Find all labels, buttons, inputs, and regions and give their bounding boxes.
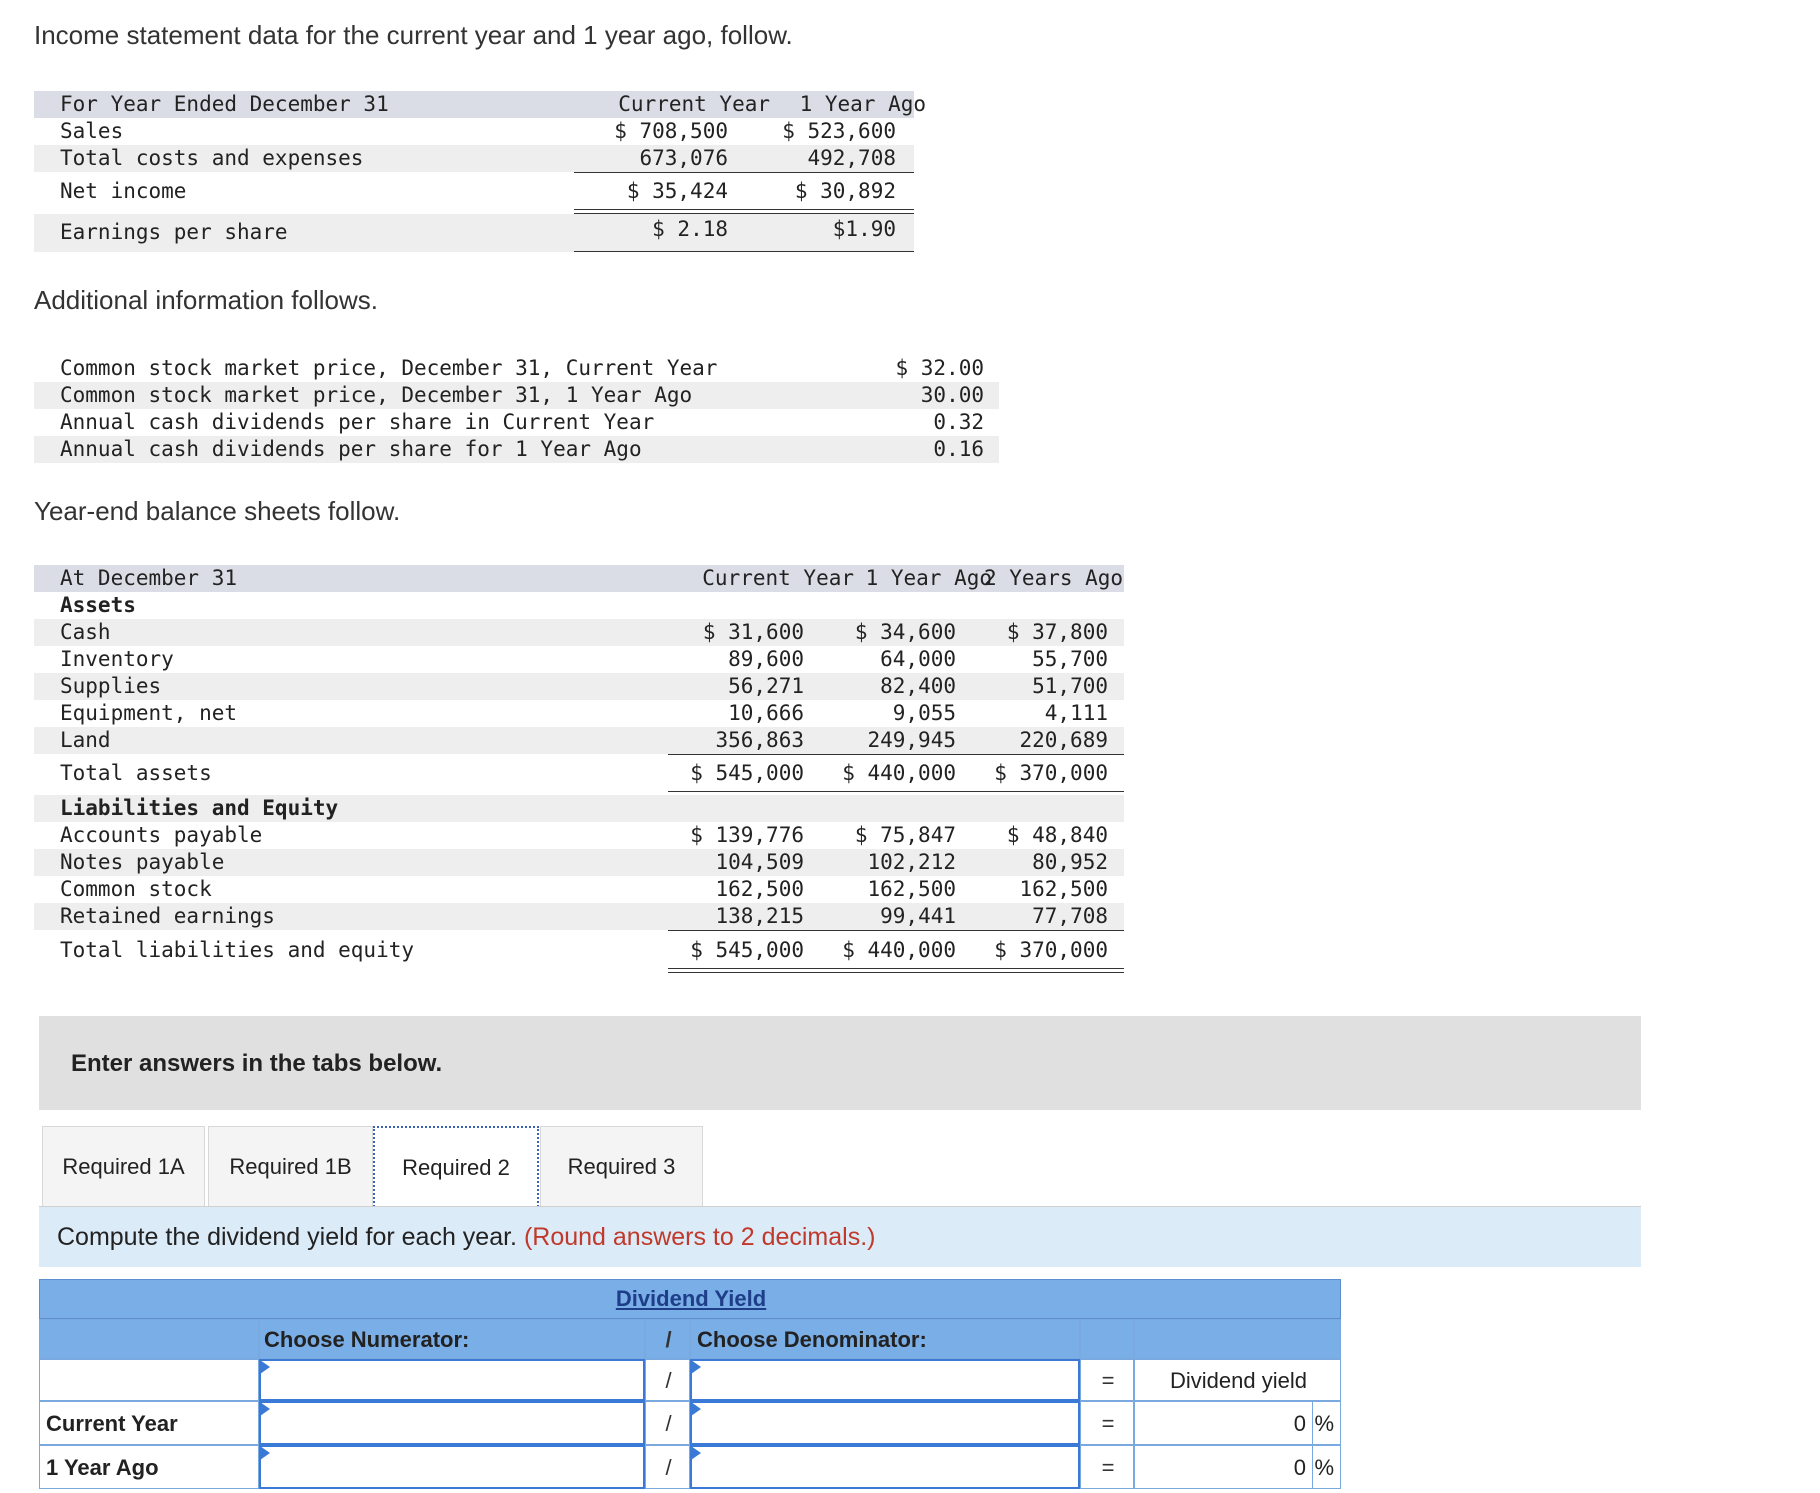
additional-row-label: Common stock market price, December 31, 1 Year Ago [60, 383, 693, 407]
slash-cell [645, 1401, 690, 1445]
balance-row [34, 646, 1124, 673]
balance-cell: 77,708 [1032, 904, 1108, 928]
balance-cell: 102,212 [867, 850, 956, 874]
balance-header-label: At December 31 [60, 566, 238, 590]
equals-cell [1080, 1445, 1134, 1489]
balance-row [34, 822, 1124, 849]
balance-cell: 10,666 [728, 701, 804, 725]
balance-row-label: Accounts payable [60, 823, 263, 847]
income-row-current-year: 673,076 [639, 146, 728, 170]
income-intro-text: Income statement data for the current year and 1 year ago, follow. [34, 20, 793, 50]
dividend-yield-title: Dividend Yield [615, 1286, 767, 1311]
grid-header-result-blank [1134, 1319, 1341, 1359]
balance-cell: 162,500 [1019, 877, 1108, 901]
balance-cell: 162,500 [715, 877, 804, 901]
balance-row-label: Retained earnings [60, 904, 275, 928]
numerator-label: Choose Numerator: [264, 1327, 470, 1352]
grid-header-equals-blank [1080, 1319, 1134, 1359]
balance-cell: 220,689 [1019, 728, 1108, 752]
income-row [34, 214, 914, 252]
balance-row-label: Equipment, net [60, 701, 238, 725]
balance-cell: $ 440,000 [842, 938, 956, 962]
slash-symbol: / [665, 1368, 672, 1393]
income-row-label: Total costs and expenses [60, 146, 364, 170]
additional-row-value: 0.32 [933, 410, 984, 434]
income-row-1-year-ago: $1.90 [832, 217, 896, 241]
liabilities-heading-row [34, 795, 1124, 822]
result-value-current-year: 0 [1293, 1411, 1306, 1436]
income-header-row [34, 91, 926, 118]
income-row [34, 145, 914, 172]
slash-symbol: / [665, 1327, 672, 1352]
row-label-cell [39, 1359, 259, 1401]
income-row-current-year: $ 2.18 [652, 217, 728, 241]
tab-required-1b[interactable] [208, 1126, 373, 1208]
income-row-1-year-ago: $ 30,892 [794, 179, 896, 203]
income-header-label: For Year Ended December 31 [60, 92, 389, 116]
equals-symbol: = [1101, 1411, 1115, 1436]
result-label: Dividend yield [1170, 1368, 1307, 1393]
tab-label: Required 2 [402, 1155, 510, 1180]
balance-cell: 80,952 [1032, 850, 1108, 874]
liabilities-heading: Liabilities and Equity [60, 796, 339, 820]
tab-required-3[interactable] [540, 1126, 703, 1208]
balance-header-row [34, 565, 1124, 592]
income-row-current-year: $ 708,500 [614, 119, 728, 143]
dropdown-marker-icon [260, 1402, 270, 1416]
numerator-select-1-year-ago[interactable] [259, 1445, 645, 1489]
total-assets-row [34, 760, 1124, 787]
balance-cell: 104,509 [715, 850, 804, 874]
income-row-label: Sales [60, 119, 124, 143]
tab-label: Required 1B [229, 1154, 352, 1179]
denominator-select-header[interactable] [690, 1359, 1080, 1401]
instruction-note: (Round answers to 2 decimals.) [523, 1223, 876, 1251]
result-unit-current-year: % [1314, 1411, 1334, 1436]
additional-row-label: Annual cash dividends per share for 1 Year Ago [60, 437, 642, 461]
grid-header-blank [39, 1319, 259, 1359]
balance-cell: 162,500 [867, 877, 956, 901]
instruction-panel [39, 1207, 1641, 1267]
balance-cell: $ 440,000 [842, 761, 956, 785]
equals-cell [1080, 1359, 1134, 1401]
answers-banner [39, 1016, 1641, 1110]
income-row [34, 178, 914, 205]
balance-cell: $ 37,800 [1006, 620, 1108, 644]
additional-row [34, 436, 999, 463]
assets-subtotal-rule [668, 754, 1124, 755]
balance-cell: $ 370,000 [994, 938, 1108, 962]
row-label-cell [39, 1401, 259, 1445]
balance-cell: 56,271 [728, 674, 804, 698]
balance-cell: 4,111 [1044, 701, 1108, 725]
balance-row [34, 673, 1124, 700]
balance-cell: 249,945 [867, 728, 956, 752]
balance-row [34, 619, 1124, 646]
result-cell-current-year[interactable] [1134, 1401, 1341, 1445]
balance-header-2-years-ago: 2 Years Ago [984, 566, 1124, 590]
row-label-current-year: Current Year [46, 1411, 178, 1436]
grid-title-row [39, 1279, 1341, 1319]
assets-heading-row [34, 592, 1124, 619]
result-cell-1-year-ago[interactable] [1134, 1445, 1341, 1489]
balance-row-label: Notes payable [60, 850, 225, 874]
slash-symbol: / [665, 1455, 672, 1480]
balance-cell: 82,400 [880, 674, 956, 698]
income-header-current-year: Current Year [618, 92, 770, 116]
balance-cell: $ 370,000 [994, 761, 1108, 785]
equals-symbol: = [1101, 1368, 1115, 1393]
balance-intro-text: Year-end balance sheets follow. [34, 496, 401, 526]
balance-row-label: Common stock [60, 877, 212, 901]
grid-header-numerator [259, 1319, 645, 1359]
income-row-1-year-ago: $ 523,600 [782, 119, 896, 143]
additional-row-value: $ 32.00 [895, 356, 984, 380]
balance-header-current-year: Current Year [702, 566, 854, 590]
balance-cell: $ 75,847 [854, 823, 956, 847]
result-value-1-year-ago: 0 [1293, 1455, 1306, 1480]
denominator-select-current-year[interactable] [690, 1401, 1080, 1445]
additional-row [34, 382, 999, 409]
dropdown-marker-icon [260, 1446, 270, 1460]
balance-row-label: Land [60, 728, 111, 752]
balance-cell: 356,863 [715, 728, 804, 752]
unit-divider [1312, 1446, 1313, 1488]
balance-cell: $ 34,600 [854, 620, 956, 644]
row-label-cell [39, 1445, 259, 1489]
numerator-select-header[interactable] [259, 1359, 645, 1401]
balance-cell: 99,441 [880, 904, 956, 928]
balance-row [34, 700, 1124, 727]
tab-required-2[interactable] [373, 1126, 539, 1210]
income-subtotal-rule [574, 172, 914, 173]
balance-cell: 9,055 [892, 701, 956, 725]
additional-intro-text: Additional information follows. [34, 285, 378, 315]
slash-cell [645, 1445, 690, 1489]
income-bottom-rule [574, 251, 914, 252]
balance-row-label: Total assets [60, 761, 212, 785]
denominator-select-1-year-ago[interactable] [690, 1445, 1080, 1489]
row-label-1-year-ago: 1 Year Ago [46, 1455, 159, 1480]
balance-cell: 51,700 [1032, 674, 1108, 698]
balance-cell: 64,000 [880, 647, 956, 671]
additional-row-value: 0.16 [933, 437, 984, 461]
dropdown-marker-icon [260, 1360, 270, 1374]
instruction-text [57, 1223, 876, 1252]
additional-row-label: Annual cash dividends per share in Current Year [60, 410, 655, 434]
balance-row [34, 876, 1124, 903]
total-liabilities-row [34, 937, 1124, 964]
balance-cell: 89,600 [728, 647, 804, 671]
dropdown-marker-icon [691, 1402, 701, 1416]
balance-row [34, 903, 1124, 930]
equals-cell [1080, 1401, 1134, 1445]
instruction-main: Compute the dividend yield for each year. [57, 1223, 517, 1251]
balance-cell: 138,215 [715, 904, 804, 928]
income-row-1-year-ago: 492,708 [807, 146, 896, 170]
tab-label: Required 1A [62, 1154, 185, 1179]
result-unit-1-year-ago: % [1314, 1455, 1334, 1480]
tab-label: Required 3 [567, 1154, 676, 1179]
tab-required-1a[interactable] [42, 1126, 205, 1208]
income-row-label: Earnings per share [60, 220, 288, 244]
slash-cell [645, 1359, 690, 1401]
liabilities-double-rule [668, 968, 1124, 973]
additional-row-label: Common stock market price, December 31, Current Year [60, 356, 718, 380]
denominator-label: Choose Denominator: [697, 1327, 927, 1352]
answers-banner-text: Enter answers in the tabs below. [71, 1050, 443, 1077]
grid-header-denominator [690, 1319, 1080, 1359]
balance-cell: $ 31,600 [702, 620, 804, 644]
liabilities-subtotal-rule [668, 930, 1124, 931]
dropdown-marker-icon [691, 1446, 701, 1460]
unit-divider [1312, 1402, 1313, 1444]
balance-cell: 55,700 [1032, 647, 1108, 671]
equals-symbol: = [1101, 1455, 1115, 1480]
balance-row-label: Supplies [60, 674, 162, 698]
balance-row-label: Inventory [60, 647, 174, 671]
balance-cell: $ 139,776 [690, 823, 804, 847]
balance-cell: $ 545,000 [690, 938, 804, 962]
income-row-label: Net income [60, 179, 187, 203]
income-header-1-year-ago: 1 Year Ago [799, 92, 926, 116]
additional-row [34, 355, 999, 382]
dropdown-marker-icon [691, 1360, 701, 1374]
balance-row-label: Cash [60, 620, 111, 644]
assets-heading: Assets [60, 593, 136, 617]
grid-header-slash [645, 1319, 690, 1359]
balance-cell: $ 48,840 [1006, 823, 1108, 847]
balance-row-label: Total liabilities and equity [60, 938, 415, 962]
balance-header-1-year-ago: 1 Year Ago [865, 566, 992, 590]
income-row [34, 118, 914, 145]
result-label-cell [1134, 1359, 1341, 1401]
balance-cell: $ 545,000 [690, 761, 804, 785]
additional-row-value: 30.00 [920, 383, 984, 407]
numerator-select-current-year[interactable] [259, 1401, 645, 1445]
income-row-current-year: $ 35,424 [626, 179, 728, 203]
balance-row [34, 849, 1124, 876]
balance-row [34, 727, 1124, 754]
slash-symbol: / [665, 1411, 672, 1436]
additional-row [34, 409, 999, 436]
